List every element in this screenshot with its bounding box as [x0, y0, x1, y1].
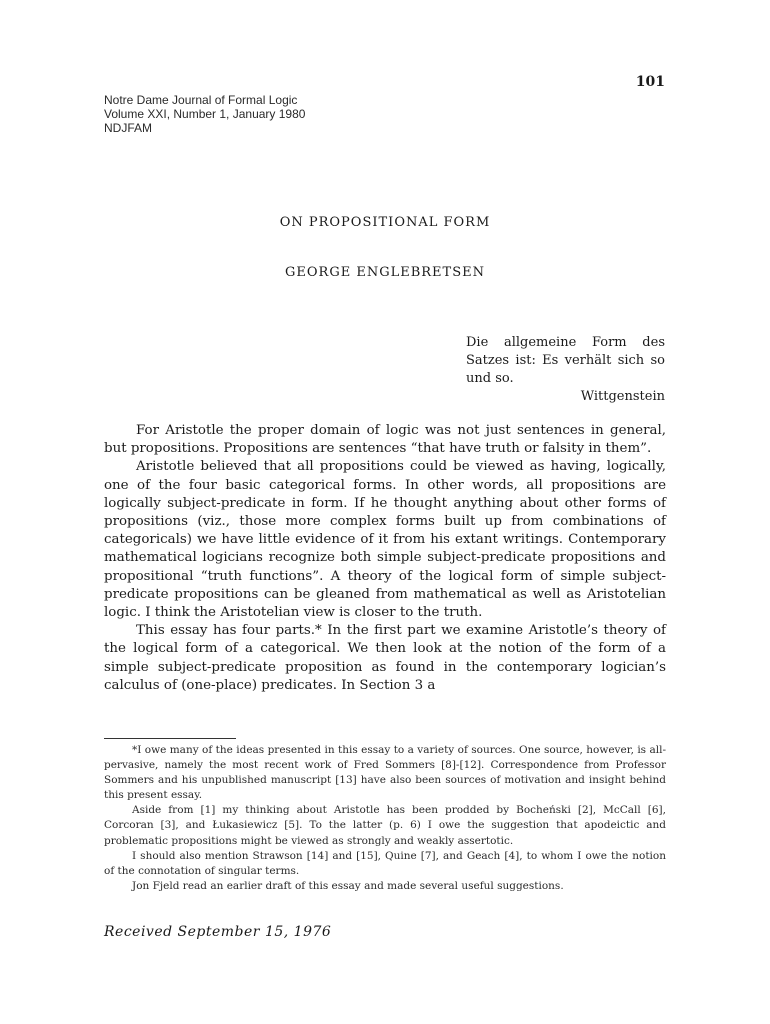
footnote-paragraph: *I owe many of the ideas presented in this essay to a variety of sources. One source, however, is all-pervasive, namely the most recent work of Fred Sommers [8]-[12]. Correspondence from Professor Sommers and his unpublished manuscript [13] have also been sources of motivation and insight behind this present essay.	[104, 744, 666, 802]
page-number: 101	[635, 74, 665, 90]
journal-code: NDJFAM	[104, 121, 152, 135]
footnote-divider	[104, 738, 236, 739]
footnote-paragraph: Jon Fjeld read an earlier draft of this essay and made several useful suggestions.	[132, 879, 564, 892]
epigraph-attribution: Wittgenstein	[580, 389, 665, 404]
body-paragraph: For Aristotle the proper domain of logic was not just sentences in general, but propositions. Propositions are sentences “that have truth or falsity in them”.	[104, 423, 666, 457]
body-paragraph: This essay has four parts.* In the first part we examine Aristotle’s theory of the logical form of a categorical. We then look at the notion of the form of a simple subject-predicate proposition as found in the contemporary logician’s calculus of (one-place) predicates. In Section 3 a	[104, 623, 666, 693]
footnote-paragraph: Aside from [1] my thinking about Aristotle has been prodded by Bocheński [2], McCall [6], Corcoran [3], and Łukasiewicz [5]. To the latter (p. 6) I owe the suggestion that apodeictic and problematic propositions might be viewed as strongly and weakly assertotic.	[104, 804, 666, 847]
journal-header	[104, 93, 305, 135]
body-paragraph: Aristotle believed that all propositions could be viewed as having, logically, one of the four basic categorical forms. In other words, all propositions are logically subject-predicate in form. If he thought anything about other forms of propositions (viz., those more complex forms built up from combinations of categoricals) we have little evidence of it from his extant writings. Contemporary mathematical logicians recognize both simple subject-predicate propositions and propositional “truth functions”. A theory of the logical form of simple subject-predicate propositions can be gleaned from mathematical as well as Aristotelian logic. I think the Aristotelian view is closer to the truth.	[104, 459, 666, 621]
received-date: Received September 15, 1976	[104, 924, 332, 940]
article-body	[104, 422, 666, 695]
epigraph-text: Die allgemeine Form des Satzes ist: Es verhält sich so und so.	[466, 335, 665, 386]
article-author: GEORGE ENGLEBRETSEN	[285, 265, 485, 280]
footnote-paragraph: I should also mention Strawson [14] and [15], Quine [7], and Geach [4], to whom I owe the notion of the connotation of singular terms.	[104, 849, 666, 877]
epigraph	[466, 334, 665, 406]
article-title: ON PROPOSITIONAL FORM	[279, 215, 491, 230]
journal-name: Notre Dame Journal of Formal Logic	[104, 93, 298, 107]
footnotes	[104, 743, 666, 894]
journal-volume: Volume XXI, Number 1, January 1980	[104, 107, 306, 121]
